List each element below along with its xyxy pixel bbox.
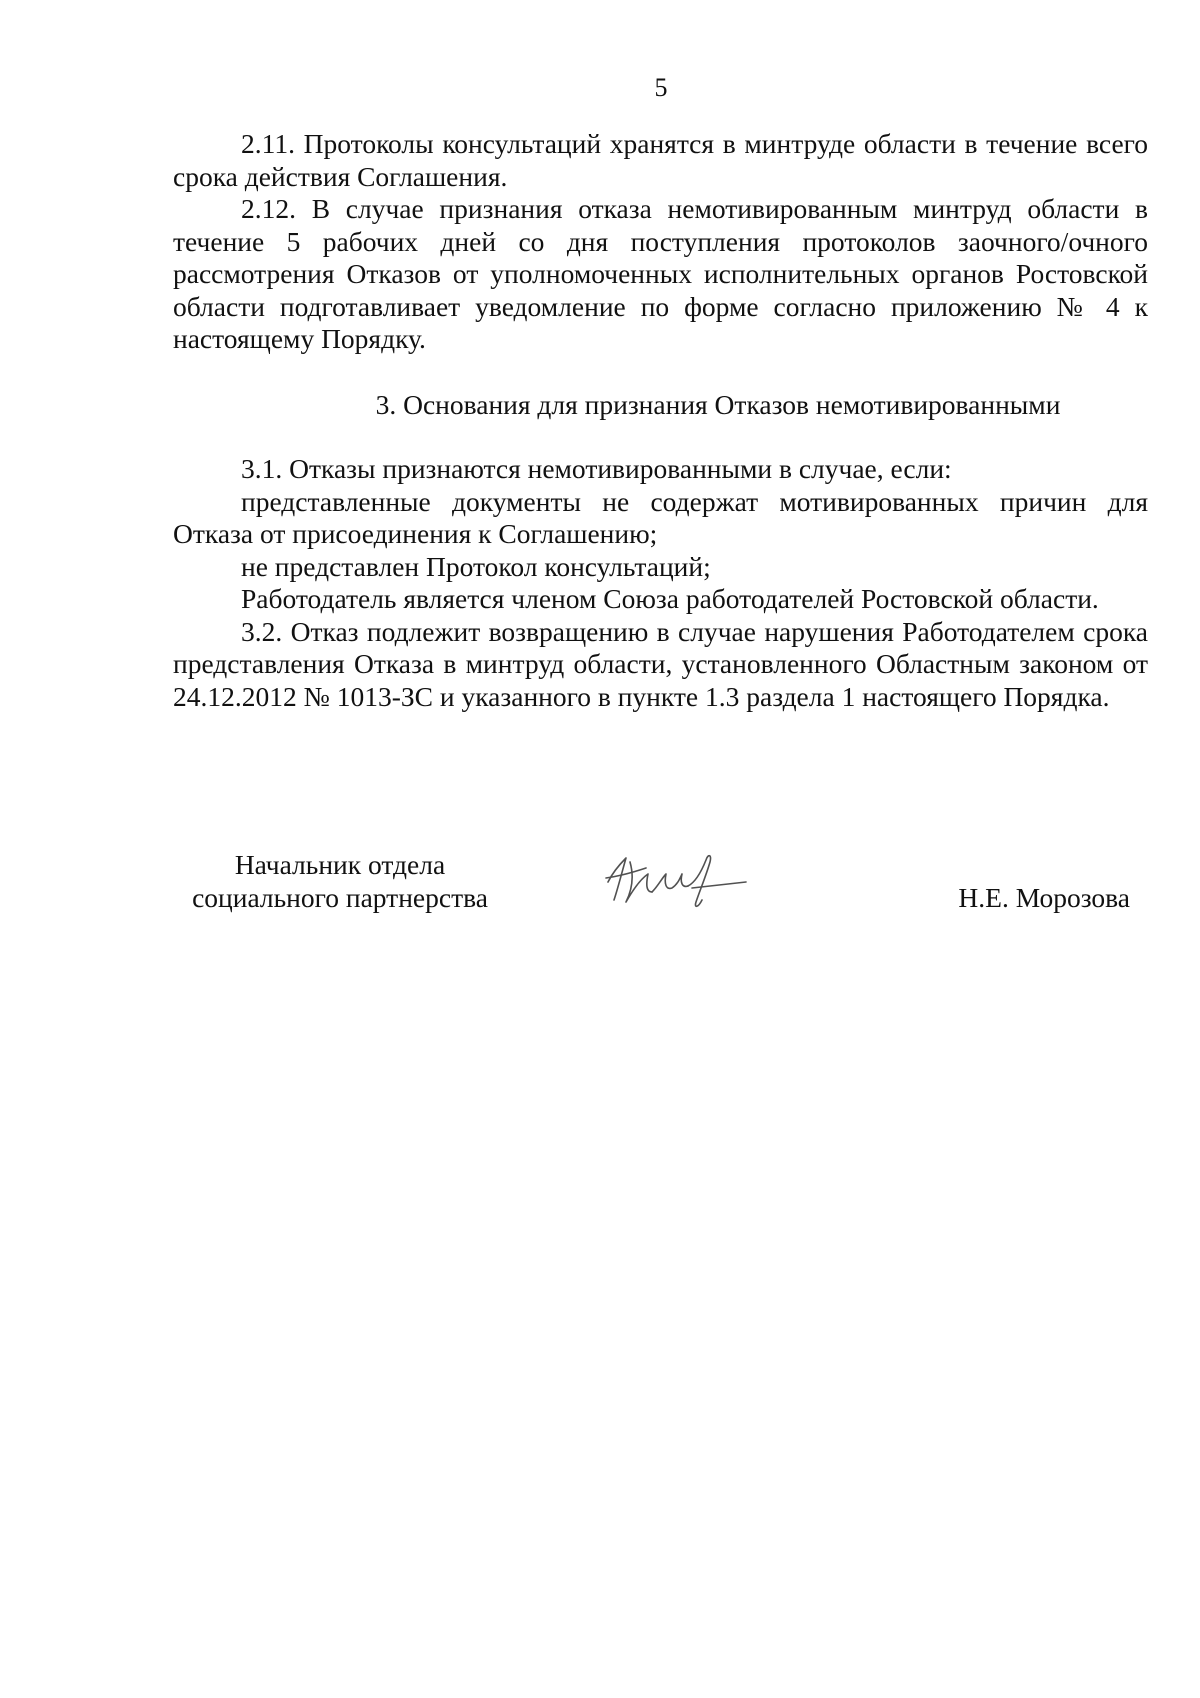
signatory-name: Н.Е. Морозова (958, 882, 1130, 913)
clause-3-2: 3.2. Отказ подлежит возвращению в случае нарушения Работодателем срока представления Отказа в минтруд области, установленного Областным законом от 24.12.2012 № 1013-ЗС и указанного в пункте 1.3 раздела 1 настоящего Порядка. (173, 615, 1148, 712)
clause-3-1-item-2: не представлен Протокол консультаций; (241, 550, 711, 582)
clause-2-12: 2.12. В случае признания отказа немотивированным минтруд области в течение 5 рабочих дней со дня поступления протоколов заочного/очного рассмотрения Отказов от уполномоченных исполнительных органов Ростовской области подготавливает уведомление по форме согласно приложению № 4 к настоящему Порядку. (173, 193, 1148, 354)
clause-block-2 (173, 128, 1148, 356)
section-3-title: 3. Основания для признания Отказов немотивированными (375, 389, 1061, 420)
clause-3-1-item-1: представленные документы не содержат мотивированных причин для Отказа от присоединения к Соглашению; (173, 485, 1148, 549)
clause-block-3 (173, 453, 1148, 713)
page-number: 5 (654, 73, 668, 102)
signatory-position-line-2: социального партнерства (192, 882, 488, 913)
signatory-position-line-1: Начальник отдела (234, 849, 446, 880)
signatory-position (175, 848, 505, 914)
clause-3-1: 3.1. Отказы признаются немотивированными в случае, если: (241, 453, 952, 484)
clause-2-11: 2.11. Протоколы консультаций хранятся в минтруде области в течение всего срока действия Соглашения. (173, 128, 1148, 192)
clause-3-1-item-3: Работодатель является членом Союза работодателей Ростовской области. (241, 583, 1099, 614)
handwritten-signature (600, 848, 750, 914)
